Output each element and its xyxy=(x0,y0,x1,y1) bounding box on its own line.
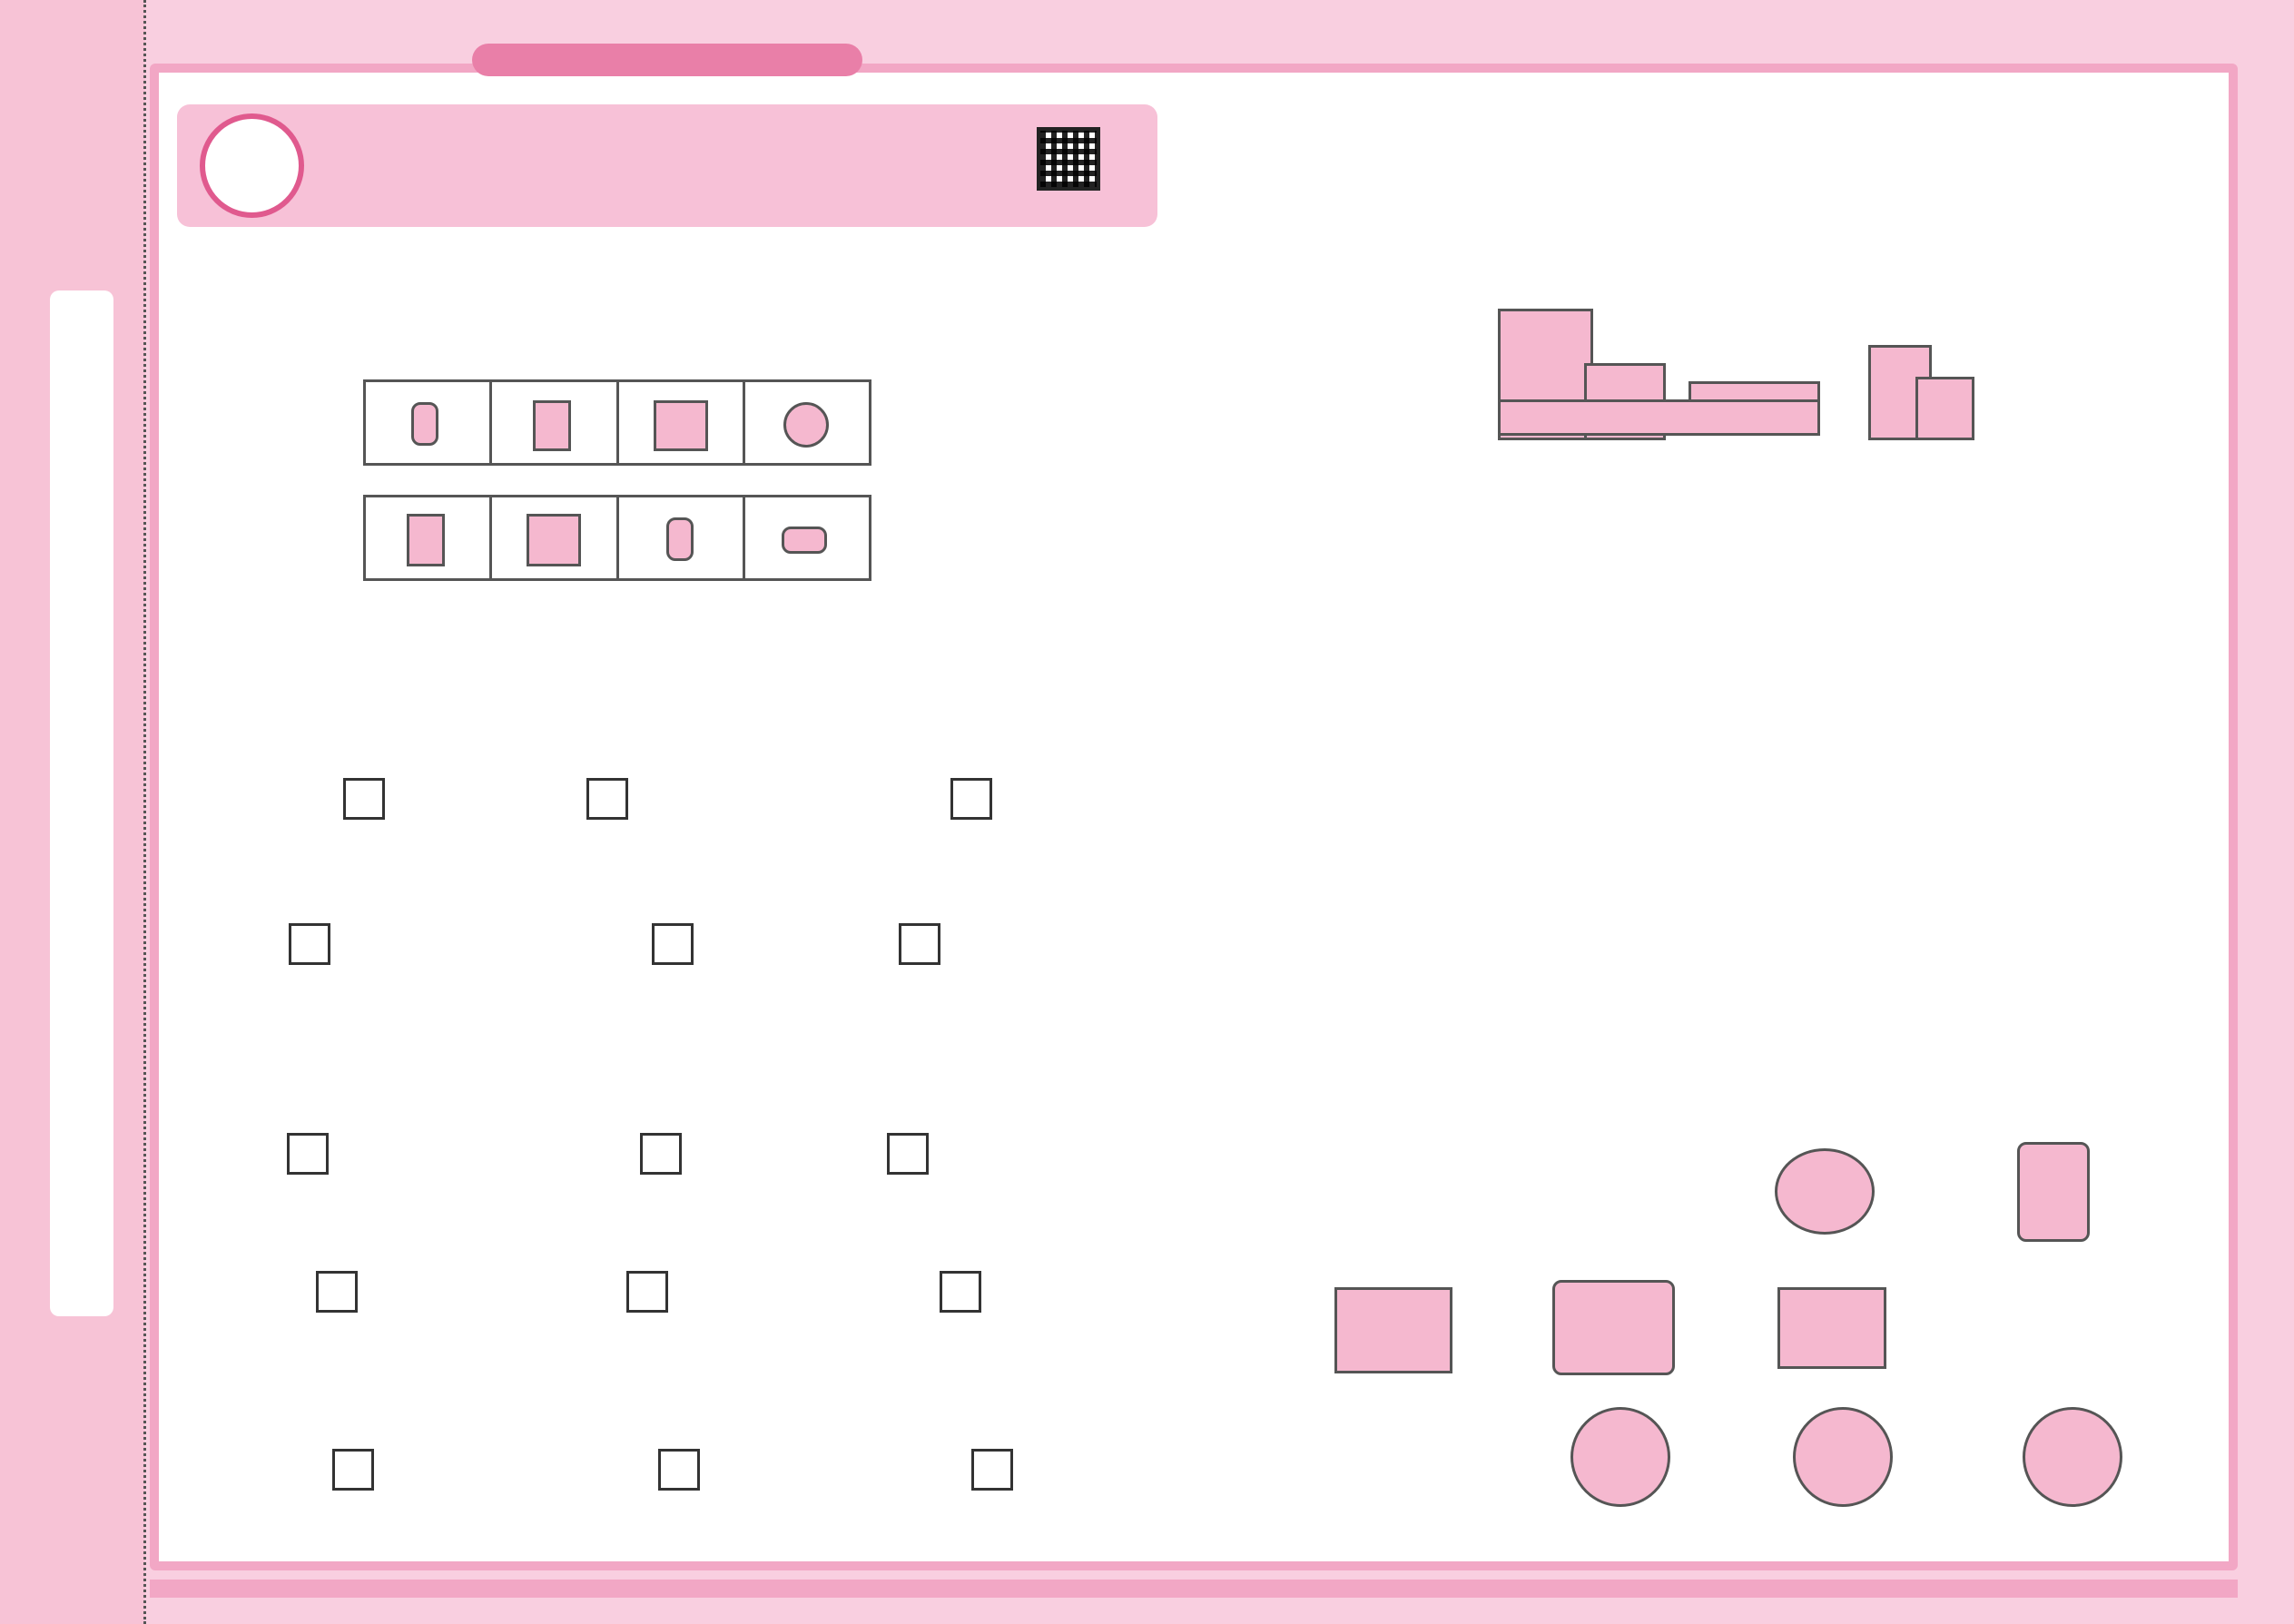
answer-box[interactable] xyxy=(899,923,940,965)
student-info-panel xyxy=(50,290,113,1316)
answer-box[interactable] xyxy=(316,1271,358,1313)
sphere-shape xyxy=(783,402,829,448)
answer-box[interactable] xyxy=(652,923,694,965)
cube-shape xyxy=(527,514,581,566)
cuboid-shape xyxy=(533,400,571,451)
figure-option[interactable] xyxy=(366,497,492,578)
figure-option[interactable] xyxy=(745,497,869,578)
q1-1-figure-row xyxy=(363,379,871,466)
answer-box[interactable] xyxy=(586,778,628,820)
block-structure xyxy=(1498,399,1820,436)
answer-box[interactable] xyxy=(289,923,330,965)
series-banner xyxy=(472,44,862,76)
basketball-picture xyxy=(1570,1407,1670,1507)
volleyball-picture xyxy=(2023,1407,2122,1507)
answer-box[interactable] xyxy=(626,1271,668,1313)
brand-logo xyxy=(200,113,304,218)
cylinder-shape xyxy=(411,402,438,446)
cylinder-shape xyxy=(666,517,694,561)
box-picture xyxy=(1777,1287,1886,1369)
header-band xyxy=(177,104,1157,227)
answer-box[interactable] xyxy=(343,778,385,820)
figure-option[interactable] xyxy=(745,382,869,463)
answer-box[interactable] xyxy=(950,778,992,820)
cube-shape xyxy=(654,400,708,451)
answer-box[interactable] xyxy=(940,1271,981,1313)
qr-code-icon xyxy=(1037,127,1100,191)
milk-can-picture xyxy=(2017,1142,2090,1242)
figure-option[interactable] xyxy=(492,382,618,463)
answer-box[interactable] xyxy=(658,1449,700,1491)
answer-box[interactable] xyxy=(640,1133,682,1175)
beach-ball-picture xyxy=(1793,1407,1893,1507)
box-picture xyxy=(1334,1287,1452,1373)
answer-box[interactable] xyxy=(287,1133,329,1175)
worksheet-sheet xyxy=(150,64,2238,1570)
answer-box[interactable] xyxy=(887,1133,929,1175)
cake-picture xyxy=(1552,1280,1675,1375)
block-structure xyxy=(1915,377,1974,440)
cylinder-shape xyxy=(782,527,827,554)
lantern-picture xyxy=(1775,1148,1875,1235)
figure-option[interactable] xyxy=(619,497,745,578)
figure-option[interactable] xyxy=(492,497,618,578)
q1-2-figure-row xyxy=(363,495,871,581)
answer-box[interactable] xyxy=(332,1449,374,1491)
figure-option[interactable] xyxy=(619,382,745,463)
answer-box[interactable] xyxy=(971,1449,1013,1491)
binding-line xyxy=(143,0,146,1624)
cuboid-shape xyxy=(407,514,445,566)
footer-strip xyxy=(150,1580,2238,1598)
figure-option[interactable] xyxy=(366,382,492,463)
